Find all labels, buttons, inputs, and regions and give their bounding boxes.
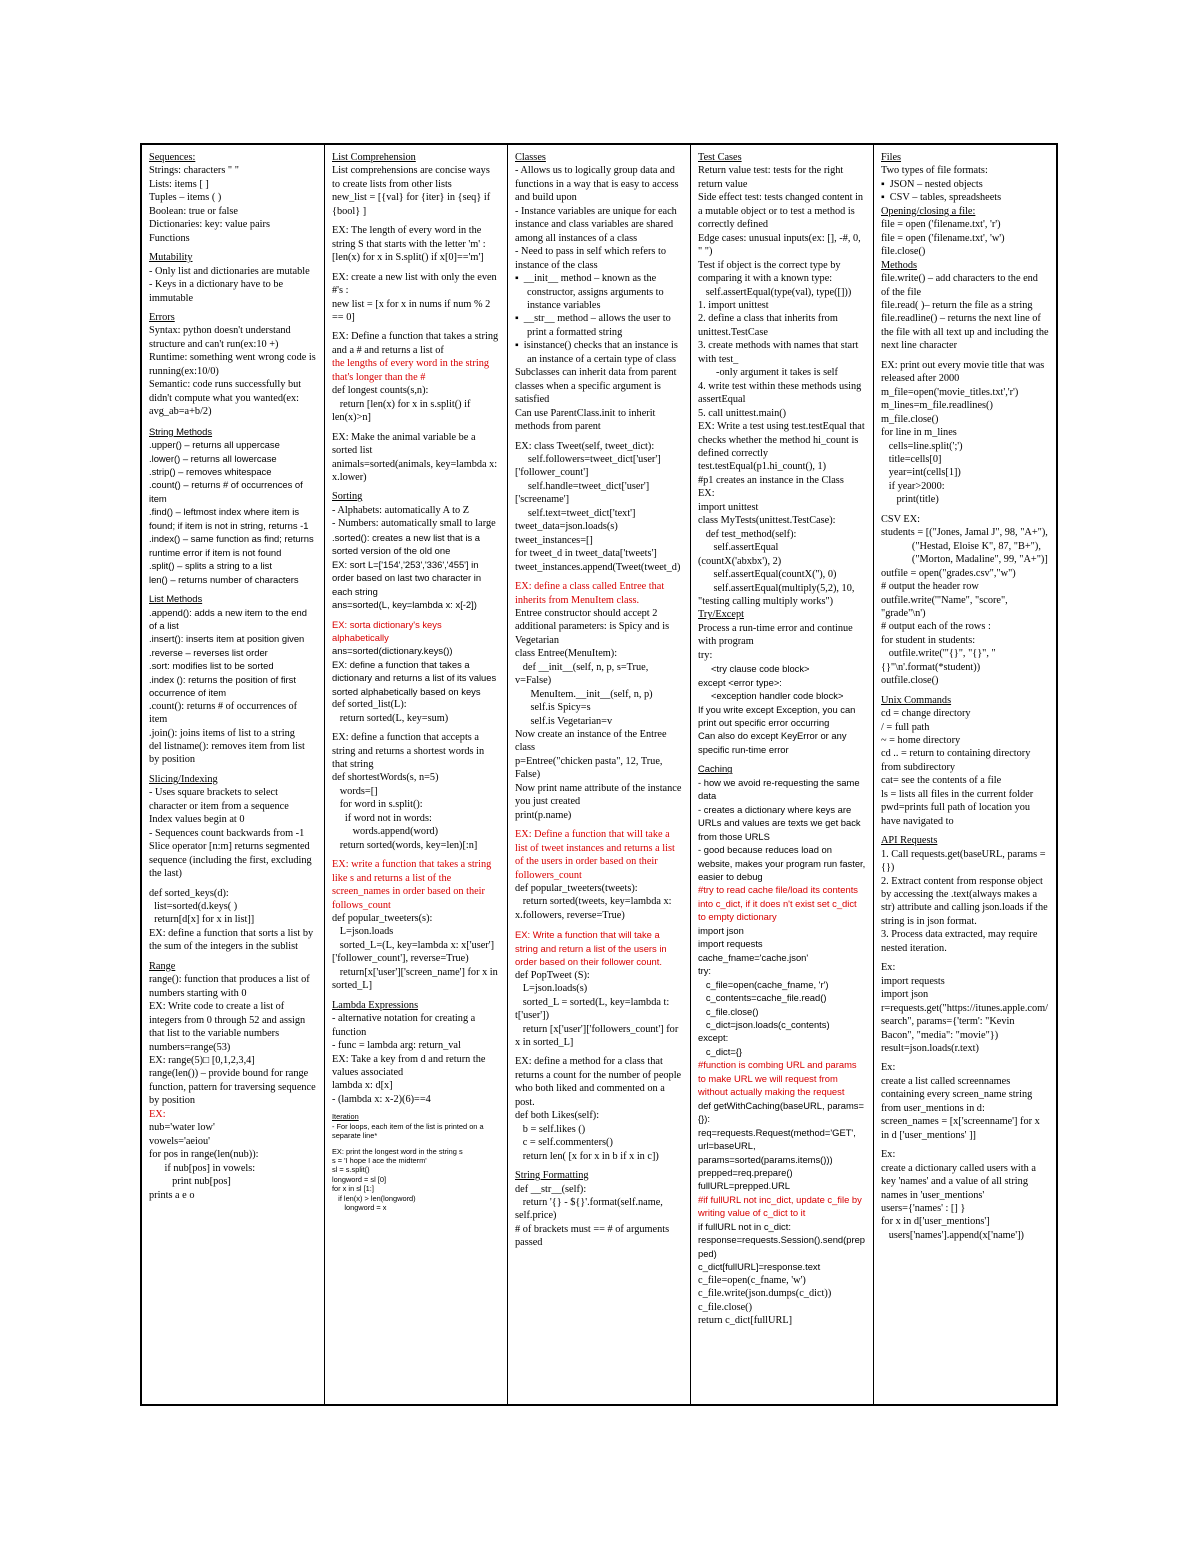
text-line: c_file=open(cache_fname, 'r') [698,978,829,990]
text-line: EX: Define a function that takes a string and a # and returns a list of [332,331,501,356]
text-line: return len( [x for x in b if x in c]) [515,1150,659,1162]
text-line: 4. write test within these methods using assertEqual [698,380,864,406]
text-line: ("Morton, Madaline", 99, "A+")] [881,554,1048,566]
text-line: def __init__(self, n, p, s=True, v=False) [515,661,651,687]
text-line: 3. create methods with names that start with test_ [698,340,861,365]
text-line: -only argument it takes is self [698,367,838,379]
text-line: / = full path [881,721,930,733]
text-line: del listname(): removes item from list by position [149,741,308,766]
text-line: req=requests.Request(method='GET', url=baseURL, params=sorted(params.items())) [698,1126,859,1165]
text-line: year=int(cells[1]) [881,467,961,479]
text-line: file.close() [881,246,926,258]
text-line: print nub[pos] [149,1176,231,1188]
section-heading: Lambda Expressions [332,999,419,1011]
text-line: EX: create a new list with only the even #'s : [332,271,500,297]
text-line: Boolean: true or false [149,205,238,217]
text-line: import unittest [698,501,759,513]
section-heading: Test Cases [698,152,742,163]
text-line: self.assertEqual(countX(''), 0) [698,569,837,581]
section-heading: List Comprehension [332,152,416,163]
text-line: .count(): returns # of occurrences of item [149,700,300,726]
text-line: result=json.loads(r.text) [881,1043,979,1054]
text-line: .join(): joins items of list to a string [149,727,295,739]
text-line: screen_names = [x['screenname'] for x in d ['user_mentions' ]] [881,1116,1043,1141]
text-line: if len(x) > len(longword) [332,1193,416,1203]
text-line: sorted_L=(L, key=lambda x: x['user']['follower_count'], reverse=True) [332,939,495,965]
text-line: range(): function that produces a list of numbers starting with 0 [149,974,313,999]
text-line: return sorted(L, key=sum) [332,712,449,724]
text-line: Now print name attribute of the instance you just created [515,782,684,808]
text-line: self.is Vegetarian=v [515,715,613,727]
section-heading: Unix Commands [881,694,952,706]
text-line: EX: The length of every word in the string S that starts with the letter 'm' : [332,225,486,250]
text-line: file = open ('filename.txt', 'w') [881,232,1005,244]
text-line: - alternative notation for creating a function [332,1013,478,1038]
text-line: create a list called screennames containing every screen_name string from user_mentions in d: [881,1075,1035,1114]
text-line: prints a e o [149,1189,195,1201]
text-line: #if fullURL not inc_dict, update c_file by writing value of c_dict to it [698,1193,865,1219]
text-line: Ex: [881,962,896,974]
section-heading: Caching [698,763,733,775]
bullet-item: ▪ __init__ method – known as the constructor, assigns arguments to instance variables [515,273,667,311]
text-line: Entree constructor should accept 2 additional parameters: is Spicy and is Vegetarian [515,607,672,646]
text-line: self.followers=tweet_dict['user']['follower_count'] [515,453,661,479]
text-line: Lists: items [ ] [149,178,209,190]
text-line: Semantic: code runs successfully but didn't compute what you wanted(ex: avg_ab=a+b/2) [149,379,304,418]
text-line: outfile.write('"Name", "score", "grade"\n') [881,594,1011,619]
text-line: EX: sort L=['154','253','336','455'] in order based on last two character in each string [332,558,484,597]
section-heading: Methods [881,259,918,271]
text-line: Functions [149,232,190,244]
text-line: 1. Call requests.get(baseURL, params = {}) [881,848,1049,874]
cheat-sheet [140,143,1058,1406]
text-line: outfile.close() [881,675,939,687]
text-line: def sorted_keys(d): [149,887,229,899]
text-line: - Sequences count backwards from -1 [149,827,305,839]
section-heading: Opening/closing a file: [881,205,976,217]
text-line: c_contents=cache_file.read() [698,992,827,1004]
text-line: # output the header row [881,581,979,593]
text-line: .count() – returns # of occurrences of item [149,479,306,504]
text-line: m_lines=m_file.readlines() [881,400,993,412]
text-line: 2. define a class that inherits from unittest.TestCase [698,313,841,338]
text-line: if year>2000: [881,480,945,492]
text-line: - Need to pass in self which refers to instance of the class [515,246,669,271]
text-line: try: [698,965,712,977]
text-line: Can use ParentClass.init to inherit methods from parent [515,407,658,433]
text-line: ans=sorted(dictionary.keys()) [332,645,453,657]
text-line: - Uses square brackets to select character or item from a sequence [149,787,289,812]
section-heading: String Methods [149,425,213,437]
text-line: return [x['user']['followers_count'] for x in sorted_L] [515,1023,681,1048]
text-line: EX: print the longest word in the string s [332,1146,463,1156]
text-line: tweet_data=json.loads(s) [515,521,618,533]
text-line: EX: define a function that accepts a string and returns a shortest words in that string [332,732,487,771]
text-line: self.handle=tweet_dict['user']['screename'] [515,480,650,506]
text-line: (countX('abxbx'), 2) [698,555,782,567]
text-line: c_dict=json.loads(c_contents) [698,1019,830,1030]
text-line: file.readline() – returns the next line of the file with all text up and including the next line character [881,313,1052,352]
text-line: r=requests.get("https://itunes.apple.com/search", params={'term': "Kevin Bacon", "media": "movie"}) [881,1002,1049,1041]
col-2 [325,145,508,1404]
text-line: title=cells[0] [881,453,942,465]
text-line: .upper() – returns all uppercase [149,439,280,451]
text-line: file = open ('filename.txt', 'r') [881,219,1001,231]
text-line: #try to read cache file/load its contents into c_dict, if it does n't exist set c_dict to empty dictionary [698,884,861,923]
text-line: EX: Write a test using test.testEqual that checks whether the method hi_count is defined correctly [698,421,868,459]
text-line: longword = x [332,1203,387,1213]
text-line: List comprehensions are concise ways to create lists from other lists [332,165,493,190]
text-line: def PopTweet (S): [515,969,590,981]
text-line: EX: class Tweet(self, tweet_dict): [515,440,655,452]
text-line: c_file.close() [698,1005,759,1017]
text-line: # output each of the rows : [881,621,991,633]
text-line: EX: Make the animal variable be a sorted list [332,431,479,457]
text-line: cat= see the contents of a file [881,775,1002,787]
text-line: self.text=tweet_dict['text'] [515,507,636,519]
text-line: cache_fname='cache.json' [698,951,809,963]
text-line: .sort: modifies list to be sorted [149,660,274,672]
text-line: .index (): returns the position of first occurrence of item [149,673,299,699]
text-line: def popular_tweeters(s): [332,913,433,925]
text-line: Subclasses can inherit data from parent classes when a specific argument is satisfied [515,367,680,406]
section-heading: String Formatting [515,1170,589,1182]
text-line: 1. import unittest [698,299,769,311]
section-heading: Files [881,152,902,163]
text-line: range(len()) – provide bound for range function, pattern for traversing sequence by position [149,1068,319,1107]
text-line: Syntax: python doesn't understand structure and can't run(ex:10 +) [149,325,294,350]
text-line: Edge cases: unusual inputs(ex: [], -#, 0, " ") [698,232,864,258]
text-line: - Keys in a dictionary have to be immutable [149,279,286,304]
text-line: import requests [698,938,763,950]
text-line: if word not in words: [332,812,432,824]
text-line: - Alphabets: automatically A to Z [332,504,469,516]
text-line: file.read( )– return the file as a string [881,299,1033,311]
text-line: def both Likes(self): [515,1110,600,1122]
bullet-item: ▪ CSV – tables, spreadsheets [881,192,1002,204]
bullet-item: ▪ isinstance() checks that an instance is an instance of a certain type of class [515,340,681,365]
text-line: EX: Define a function that will take a list of tweet instances and returns a list of the users in order based on their followers_count [515,829,678,881]
section-heading: Range [149,960,176,972]
section-heading: API Requests [881,835,938,847]
text-line: Process a run-time error and continue with program [698,622,856,648]
text-line: sl = s.split() [332,1165,370,1175]
col-3 [508,145,691,1404]
text-line: except: [698,1032,729,1044]
text-line: tweet_instances.append(Tweet(tweet_d) [515,561,681,573]
text-line: EX: Write code to create a list of integers from 0 through 52 and assign that list to the variable numbers [149,1001,308,1040]
text-line: Test if object is the correct type by comparing it with a known type: [698,259,844,285]
text-line: users={'names' : [] } [881,1202,966,1214]
text-line: EX: write a function that takes a string like s and returns a list of the screen_names in order based on their follows_count [332,859,494,911]
text-line: # of brackets must == # of arguments passed [515,1223,672,1249]
text-line: return [len(x) for x in s.split() if len(x)>n] [332,398,473,424]
text-line: Ex: [881,1062,896,1074]
text-line: students = [("Jones, Jamal J", 98, "A+"), [881,527,1048,539]
text-line: cells=line.split(';') [881,440,963,452]
text-line: class MyTests(unittest.TestCase): [698,515,836,527]
text-line: Strings: characters " " [149,165,239,177]
text-line: .split() – splits a string to a list [149,560,272,572]
text-line: file.write() – add characters to the end of the file [881,273,1041,298]
text-line: c_file.close() [698,1301,753,1313]
text-line: ls = lists all files in the current folder [881,788,1034,800]
text-line: c_file.write(json.dumps(c_dict)) [698,1288,832,1300]
text-line: 2. Extract content from response object by accessing the .text(always makes a str) attribute and calling json.loads if the string is in json format. [881,875,1051,927]
text-line: self.is Spicy=s [515,702,591,714]
text-line: for x in sl [1:] [332,1184,374,1194]
text-line: EX: range(5)□ [0,1,2,3,4] [149,1055,255,1066]
text-line: .index() – same function as find; returns runtime error if item is not found [149,533,317,558]
text-line: new list = [x for x in nums if num % 2 == 0] [332,298,493,323]
text-line: - creates a dictionary where keys are URLs and values are texts we get back from those URLS [698,803,864,842]
text-line: 5. call unittest.main() [698,407,787,419]
text-line: def popular_tweeters(tweets): [515,883,638,895]
text-line: - how we avoid re-requesting the same data [698,776,863,802]
text-line: create a dictionary called users with a key 'names' and a value of all string names in 'user_mentions' [881,1162,1039,1201]
text-line: print(p.name) [515,809,572,821]
text-line: b = self.likes () [515,1123,586,1135]
text-line: outfile.write('"{}", "{}", "{}"\n'.format(*student)) [881,648,996,673]
col-5 [874,145,1056,1404]
text-line: - Instance variables are unique for each instance and class variables are shared among all instances of a class [515,205,680,244]
text-line: return[d[x] for x in list]] [149,914,255,926]
text-line: import json [881,989,929,1001]
text-line: for word in s.split(): [332,799,423,811]
section-heading: Mutability [149,252,193,264]
text-line: sorted_L = sorted(L, key=lambda t: t['user']) [515,996,672,1022]
text-line: EX: Write a function that will take a string and return a list of the users in order based on their follower count. [515,929,670,968]
text-line: except <error type>: [698,676,782,688]
text-line: return sorted(tweets, key=lambda x: x.followers, reverse=True) [515,896,675,921]
text-line: EX: [149,1108,166,1120]
text-line: return[x['user']['screen_name'] for x in sorted_L] [332,966,501,992]
text-line: EX: print out every movie title that was released after 2000 [881,359,1047,385]
text-line: <try clause code block> [698,663,810,675]
text-line: prepped=req.prepare() [698,1166,793,1178]
text-line: .reverse – reverses list order [149,646,268,658]
section-heading: Sequences: [149,152,196,163]
text-line: EX: define a function that takes a dictionary and returns a list of its values sorted alphabetically based on keys [332,658,499,697]
text-line: .strip() – removes whitespace [149,465,272,477]
text-line: for pos in range(len(nub)): [149,1149,259,1161]
text-line: words=[] [332,785,378,797]
text-line: - Allows us to logically group data and functions in a way that is easy to access and build upon [515,165,682,204]
text-line: Two types of file formats: [881,165,988,177]
text-line: Now create an instance of the Entree class [515,729,670,754]
text-line: m_file.close() [881,413,939,425]
text-line: longword = sl [0] [332,1174,387,1184]
section-heading: Iteration [332,1112,359,1122]
text-line: tweet_instances=[] [515,534,593,546]
text-line: import requests [881,975,945,987]
text-line: Can also do except KeyError or any specific run-time error [698,730,850,755]
text-line: c = self.commenters() [515,1137,613,1149]
text-line: p=Entree("chicken pasta", 12, True, False) [515,755,666,781]
text-line: return c_dict[fullURL] [698,1314,793,1326]
text-line: list=sorted(d.keys( ) [149,901,238,913]
text-line: EX: Take a key from d and return the values associated [332,1053,489,1078]
text-line: nub='water low' [149,1122,215,1134]
col-4 [691,145,874,1404]
text-line: len() – returns number of characters [149,573,299,585]
text-line: for tweet_d in tweet_data['tweets'] [515,548,657,560]
text-line: for x in d['user_mentions'] [881,1216,990,1228]
text-line: <exception handler code block> [698,690,844,702]
text-line: words.append(word) [332,826,439,838]
text-line: ans=sorted(L, key=lambda x: x[-2]) [332,599,477,611]
text-line: Return value test: tests for the right return value [698,165,846,190]
text-line: the lengths of every word in the string that's longer than the # [332,358,492,383]
text-line: import json [698,924,744,936]
text-line: fullURL=prepped.URL [698,1180,790,1192]
text-line: animals=sorted(animals, key=lambda x: x.lower) [332,458,500,483]
text-line: for student in students: [881,634,976,646]
text-line: EX: sorta dictionary's keys alphabetically [332,618,445,643]
text-line: if nub[pos] in vowels: [149,1162,256,1174]
section-heading: Classes [515,152,546,163]
text-line: MenuItem.__init__(self, n, p) [515,688,653,700]
text-line: L=json.loads(s) [515,983,588,995]
section-heading: Sorting [332,491,363,503]
text-line: self.assertEqual(type(val), type([])) [698,286,852,298]
text-line: EX: [698,488,715,500]
text-line: if fullURL not in c_dict: response=requests.Session().send(prepped) [698,1220,866,1259]
text-line: - Only list and dictionaries are mutable [149,265,310,277]
text-line: .lower() – returns all lowercase [149,452,277,464]
text-line: .append(): adds a new item to the end of a list [149,606,310,631]
text-line: s = 'I hope I ace the midterm' [332,1155,427,1165]
text-line: users['names'].append(x['name']) [881,1229,1024,1241]
text-line: CSV EX: [881,513,921,525]
text-line: [len(x) for x in S.split() if x[0]=='m'] [332,252,484,264]
text-line: Side effect test: tests changed content in a mutable object or to test a method is correctly defined [698,192,866,231]
text-line: outfile = open("grades.csv","w") [881,567,1016,579]
text-line: .sorted(): creates a new list that is a sorted version of the old one [332,531,483,557]
text-line: print(title) [881,494,939,506]
text-line: EX: define a function that sorts a list by the sum of the integers in the sublist [149,927,316,953]
section-heading: Slicing/Indexing [149,773,218,785]
text-line: EX: define a class called Entree that inherits from MenuItem class. [515,581,667,606]
text-line: new_list = [{val} for {iter} in {seq} if {bool} ] [332,192,493,217]
text-line: def longest counts(s,n): [332,385,429,397]
text-line: class Entree(MenuItem): [515,648,618,660]
text-line: Ex: [881,1149,896,1161]
text-line: m_file=open('movie_titles.txt','r') [881,386,1019,398]
text-line: cd .. = return to containing directory from subdirectory [881,748,1033,773]
text-line: return '{} - ${}'.format(self.name, self.price) [515,1196,666,1222]
text-line: .insert(): inserts item at position given [149,633,305,645]
text-line: ("Hestad, Eloise K", 87, "B+"), [881,540,1041,552]
text-line: - For loops, each item of the list is printed on a separate line* [332,1121,486,1141]
text-line: L=json.loads [332,926,394,938]
text-line: return sorted(words, key=len)[:n] [332,839,478,851]
text-line: pwd=prints full path of location you have navigated to [881,802,1033,827]
text-line: numbers=range(53) [149,1041,231,1053]
text-line: lambda x: d[x] [332,1080,393,1092]
text-line: def sorted_list(L): [332,699,407,711]
bullet-item: ▪ JSON – nested objects [881,178,983,190]
text-line: EX: define a method for a class that returns a count for the number of people who both liked and commented on a post. [515,1056,684,1108]
text-line: #p1 creates an instance in the Class [698,474,844,486]
section-heading: Errors [149,311,175,323]
col-1 [142,145,325,1404]
text-line: Slice operator [n:m] returns segmented sequence (including the first, excluding the last) [149,841,315,880]
text-line: vowels='aeiou' [149,1135,210,1147]
text-line: test.testEqual(p1.hi_count(), 1) [698,461,827,473]
text-line: def test_method(self): [698,528,797,540]
text-line: Tuples – items ( ) [149,192,222,204]
text-line: def shortestWords(s, n=5) [332,772,439,784]
text-line: .find() – leftmost index where item is found; if item is not in string, returns -1 [149,506,309,531]
section-heading: List Methods [149,593,203,605]
text-line: - (lambda x: x-2)(6)==4 [332,1093,431,1105]
text-line: #function is combing URL and params to make URL we will request from without actually making the request [698,1059,860,1098]
text-line: Runtime: something went wrong code is running(ex:10/0) [149,352,319,377]
text-line: Dictionaries: key: value pairs [149,219,270,231]
text-line: If you write except Exception, you can print out specific error occurring [698,703,858,729]
text-line: def getWithCaching(baseURL, params={}): [698,1099,864,1125]
text-line: c_dict[fullURL]=response.text [698,1261,821,1273]
text-line: ~ = home directory [881,735,961,747]
text-line: try: [698,649,713,661]
text-line: - good because reduces load on website, makes your program run faster, easier to debug [698,844,868,883]
text-line: - func = lambda arg: return_val [332,1040,461,1052]
text-line: c_file=open(c_fname, 'w') [698,1274,806,1286]
text-line: def __str__(self): [515,1183,587,1195]
text-line: for line in m_lines [881,427,957,439]
section-heading: Try/Except [698,609,744,621]
text-line: self.assertEqual(multiply(5,2), 10, "testing calling multiply works") [698,582,858,607]
bullet-item: ▪ __str__ method – allows the user to print a formatted string [515,313,674,338]
text-line: c_dict={} [698,1045,743,1057]
text-line: Index values begin at 0 [149,814,245,826]
text-line: cd = change directory [881,708,971,720]
text-line: 3. Process data extracted, may require nested iteration. [881,929,1040,954]
text-line: - Numbers: automatically small to large [332,518,496,530]
text-line: self.assertEqual [698,542,779,554]
